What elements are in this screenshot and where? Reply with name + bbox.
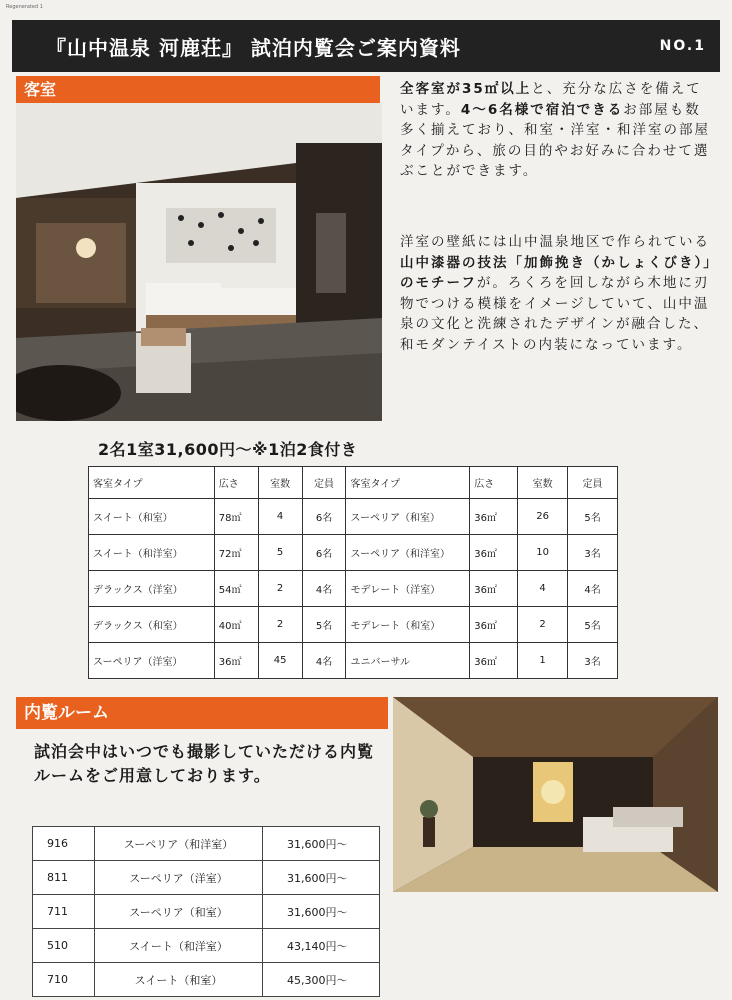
room-number: 916	[33, 827, 95, 861]
cell: 10	[518, 535, 568, 571]
header-count: 室数	[258, 467, 302, 499]
rooms-para2-text-1: 洋室の壁紙には山中温泉地区で作られている	[400, 234, 710, 250]
section-heading-viewing: 内覧ルーム	[16, 697, 388, 729]
table-row	[33, 895, 380, 929]
cell: デラックス（洋室）	[89, 571, 215, 607]
header-area: 広さ	[214, 467, 258, 499]
table-header-row	[89, 467, 618, 499]
cell: ユニバーサル	[346, 643, 470, 679]
room-type: スイート（和洋室）	[95, 929, 263, 963]
table-row	[33, 963, 380, 997]
cell: スーペリア（和洋室）	[346, 535, 470, 571]
cell: 2	[258, 571, 302, 607]
document-title: 『山中温泉 河鹿荘』 試泊内覧会ご案内資料	[46, 36, 461, 60]
room-price: 45,300円～	[263, 963, 380, 997]
rooms-para1-bold-1: 全客室が35㎡以上	[400, 81, 532, 97]
room-type: スーペリア（和洋室）	[95, 827, 263, 861]
rooms-para2-bold-1: 山中漆器の技法「加飾挽き（かしょくびき）」のモチーフ	[400, 254, 712, 291]
table-row	[89, 643, 618, 679]
cell: 40㎡	[214, 607, 258, 643]
cell: 26	[518, 499, 568, 535]
cell: 36㎡	[470, 643, 518, 679]
table-row	[89, 607, 618, 643]
room-types-table	[88, 466, 618, 679]
cell: 6名	[302, 499, 346, 535]
section-heading-rooms: 客室	[16, 76, 380, 103]
room-price: 31,600円～	[263, 861, 380, 895]
cell: 36㎡	[214, 643, 258, 679]
room-type: スーペリア（洋室）	[95, 861, 263, 895]
header-room-type: 客室タイプ	[89, 467, 215, 499]
cell: モデレート（洋室）	[346, 571, 470, 607]
page-number: NO.1	[659, 38, 706, 54]
room-number: 811	[33, 861, 95, 895]
cell: 45	[258, 643, 302, 679]
cell: 3名	[568, 535, 618, 571]
rooms-para1-bold-2: 4～6名様で宿泊できる	[460, 101, 624, 118]
table-row	[33, 827, 380, 861]
cell: 2	[258, 607, 302, 643]
rooms-para1-text-1: と、充分な広さを備えています。	[400, 81, 702, 118]
room-number: 710	[33, 963, 95, 997]
cell: スイート（和洋室）	[89, 535, 215, 571]
title-bar	[12, 20, 720, 72]
cell: モデレート（和室）	[346, 607, 470, 643]
room-type: スーペリア（和室）	[95, 895, 263, 929]
cell: 4	[258, 499, 302, 535]
cell: 72㎡	[214, 535, 258, 571]
cell: 2	[518, 607, 568, 643]
cell: 5	[258, 535, 302, 571]
guest-room-photo	[16, 103, 382, 421]
room-price: 31,600円～	[263, 827, 380, 861]
rooms-paragraph-1	[400, 79, 712, 182]
viewing-rooms-table	[32, 826, 380, 997]
cell: スーペリア（和室）	[346, 499, 470, 535]
cell: 36㎡	[470, 607, 518, 643]
header-capacity: 定員	[302, 467, 346, 499]
table-row	[89, 535, 618, 571]
rooms-para2-text-2: が。ろくろを回しながら木地に刃物でつける模様をイメージしていて、山中温泉の文化と洗練されたデザインが融合した、和モダンテイストの内装になっています。	[400, 275, 710, 353]
cell: 5名	[568, 499, 618, 535]
room-number: 510	[33, 929, 95, 963]
table-row	[33, 929, 380, 963]
cell: 36㎡	[470, 571, 518, 607]
cell: 3名	[568, 643, 618, 679]
room-price: 31,600円～	[263, 895, 380, 929]
cell: デラックス（和室）	[89, 607, 215, 643]
cell: 4	[518, 571, 568, 607]
room-number: 711	[33, 895, 95, 929]
header-area-2: 広さ	[470, 467, 518, 499]
cell: 6名	[302, 535, 346, 571]
cell: スーペリア（洋室）	[89, 643, 215, 679]
corner-label: Regenerated 1	[6, 4, 43, 10]
header-capacity-2: 定員	[568, 467, 618, 499]
cell: 1	[518, 643, 568, 679]
room-price: 43,140円～	[263, 929, 380, 963]
viewing-room-photo	[393, 697, 718, 892]
cell: スイート（和室）	[89, 499, 215, 535]
rooms-para1-text-2: お部屋も数多く揃えており、和室・洋室・和洋室の部屋タイプから、旅の目的やお好みに合わせて選ぶことができます。	[400, 101, 710, 179]
cell: 36㎡	[470, 499, 518, 535]
table-row	[89, 499, 618, 535]
table-row	[33, 861, 380, 895]
rooms-paragraph-2	[400, 232, 712, 355]
cell: 4名	[568, 571, 618, 607]
viewing-intro-text: 試泊会中はいつでも撮影していただける内覧ルームをご用意しております。	[34, 742, 375, 785]
cell: 5名	[568, 607, 618, 643]
header-room-type-2: 客室タイプ	[346, 467, 470, 499]
cell: 54㎡	[214, 571, 258, 607]
table-row	[89, 571, 618, 607]
cell: 5名	[302, 607, 346, 643]
cell: 4名	[302, 571, 346, 607]
cell: 36㎡	[470, 535, 518, 571]
room-type: スイート（和室）	[95, 963, 263, 997]
price-line: 2名1室31,600円～※1泊2食付き	[98, 440, 358, 459]
cell: 78㎡	[214, 499, 258, 535]
cell: 4名	[302, 643, 346, 679]
header-count-2: 室数	[518, 467, 568, 499]
